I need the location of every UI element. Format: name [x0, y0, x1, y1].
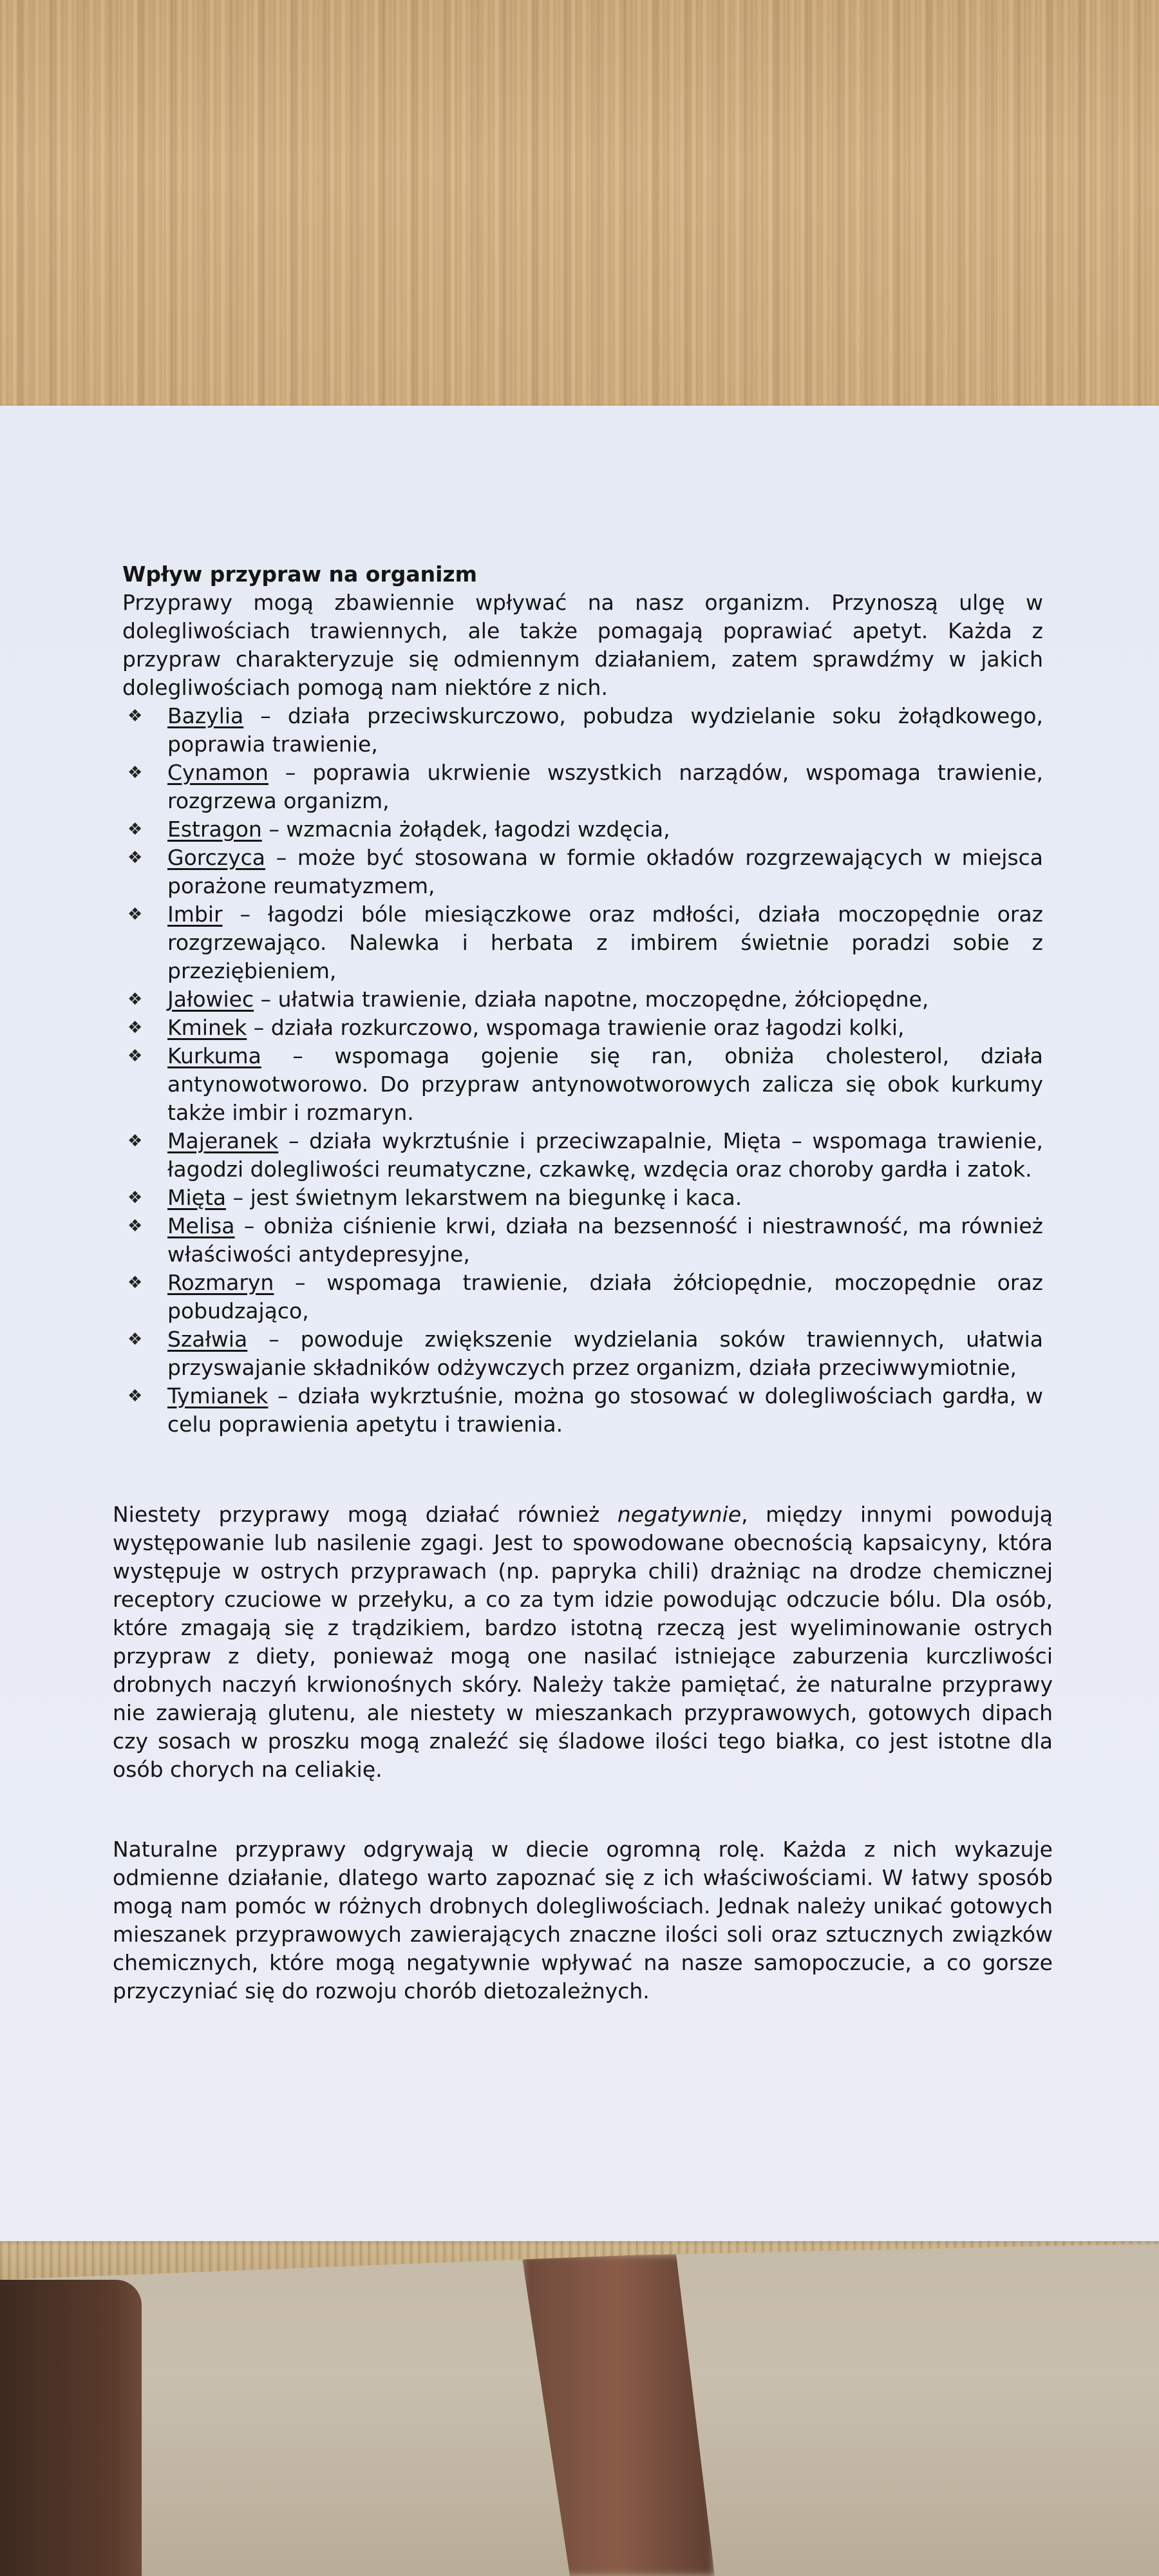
spice-list-item	[127, 985, 1043, 1014]
diamond-bullet-icon: ❖	[127, 1046, 143, 1066]
spice-name: Melisa	[167, 1213, 235, 1238]
diamond-bullet-icon: ❖	[127, 763, 143, 782]
spice-description: – wspomaga trawienie, działa żółciopędnie, moczopędnie oraz pobudzająco,	[167, 1270, 1043, 1323]
spice-description: – wzmacnia żołądek, łagodzi wzdęcia,	[261, 817, 670, 842]
spice-description: – wspomaga gojenie się ran, obniża cholesterol, działa antynowotworowo. Do przypraw antynowotworowych zalicza się obok kurkumy także imbir i rozmaryn.	[167, 1043, 1043, 1125]
conclusion-paragraph: Naturalne przyprawy odgrywają w diecie ogromną rolę. Każda z nich wykazuje odmienne działanie, dlatego warto zapoznać się z ich właściwościami. W łatwy sposób mogą nam pomóc w różnych drobnych dolegliwościach. Jednak należy unikać gotowych mieszanek przyprawowych zawierających znaczne ilości soli oraz sztucznych związków chemicznych, które mogą negatywnie wpływać na nasze samopoczucie, a co gorsze przyczyniać się do rozwoju chorób dietozależnych.	[113, 1837, 1053, 2003]
spice-name: Estragon	[167, 817, 262, 842]
negative-text-before: Niestety przyprawy mogą działać również	[113, 1502, 617, 1527]
spice-list-item	[127, 844, 1043, 900]
negative-text-after: , między innymi powodują występowanie lub nasilenie zgagi. Jest to spowodowane obecnością kapsaicyny, która występuje w ostrych przyprawach (np. papryka chili) drażniąc na drodze chemicznej receptory czuciowe w przełyku, a co za tym idzie powodując odczucie bólu. Dla osób, które zmagają się z trądzikiem, bardzo istotną rzeczą jest wyeliminowanie ostrych przypraw z diety, ponieważ mogą one nasilać istniejące zaburzenia kurczliwości drobnych naczyń krwionośnych skóry. Należy także pamiętać, że naturalne przyprawy nie zawierają glutenu, ale niestety w mieszankach przyprawowych, gotowych dipach czy sosach w proszku mogą znaleźć się śladowe ilości tego białka, co jest istotne dla osób chorych na celiakię.	[113, 1502, 1053, 1782]
spice-name: Szałwia	[167, 1327, 248, 1352]
diamond-bullet-icon: ❖	[127, 990, 143, 1009]
spice-description: – działa rozkurczowo, wspomaga trawienie oraz łagodzi kolki,	[247, 1015, 905, 1040]
spice-name: Kminek	[167, 1015, 247, 1040]
spice-description: – poprawia ukrwienie wszystkich narządów, wspomaga trawienie, rozgrzewa organizm,	[167, 760, 1043, 813]
spice-name: Rozmaryn	[167, 1270, 274, 1295]
spice-description: – działa wykrztuśnie i przeciwzapalnie, Mięta – wspomaga trawienie, łagodzi dolegliwości reumatyczne, czkawkę, wzdęcia oraz choroby gardła i zatok.	[167, 1128, 1043, 1182]
diamond-bullet-icon: ❖	[127, 706, 143, 726]
spice-list-item	[127, 1212, 1043, 1269]
negative-effects-paragraph	[113, 1501, 1053, 1784]
spice-name: Majeranek	[167, 1128, 279, 1153]
spice-description: – powoduje zwiększenie wydzielania soków trawiennych, ułatwia przyswajanie składników odżywczych przez organizm, działa przeciwwymiotnie,	[167, 1327, 1043, 1380]
spice-name: Imbir	[167, 902, 223, 927]
diamond-bullet-icon: ❖	[127, 1132, 143, 1151]
diamond-bullet-icon: ❖	[127, 1217, 143, 1236]
spice-list-item	[127, 815, 1043, 844]
spice-name: Cynamon	[167, 760, 269, 785]
diamond-bullet-icon: ❖	[127, 1387, 143, 1406]
spice-description: – ułatwia trawienie, działa napotne, moczopędne, żółciopędne,	[254, 987, 929, 1012]
spice-name: Tymianek	[167, 1383, 269, 1408]
spice-description: – działa przeciwskurczowo, pobudza wydzielanie soku żołądkowego, poprawia trawienie,	[167, 703, 1043, 757]
leg-silhouette-left	[0, 2280, 142, 2576]
spice-description: – obniża ciśnienie krwi, działa na bezsenność i niestrawność, ma również właściwości antydepresyjne,	[167, 1213, 1043, 1267]
spice-name: Mięta	[167, 1185, 227, 1210]
diamond-bullet-icon: ❖	[127, 1330, 143, 1349]
spice-name: Jałowiec	[167, 987, 254, 1012]
spice-list-item	[127, 1127, 1043, 1184]
intro-paragraph: Przyprawy mogą zbawiennie wpływać na nasz organizm. Przynoszą ulgę w dolegliwościach trawiennych, ale także pomagają poprawiać apetyt. Każda z przypraw charakteryzuje się odmiennym działaniem, zatem sprawdźmy w jakich dolegliwościach pomogą nam niektóre z nich.	[122, 590, 1043, 700]
spice-name: Bazylia	[167, 703, 244, 728]
diamond-bullet-icon: ❖	[127, 1188, 143, 1208]
spice-description: – działa wykrztuśnie, można go stosować w dolegliwościach gardła, w celu poprawienia apetytu i trawienia.	[167, 1383, 1043, 1437]
negative-emphasis: negatywnie	[617, 1502, 742, 1527]
spice-name: Gorczyca	[167, 845, 265, 870]
diamond-bullet-icon: ❖	[127, 905, 143, 924]
spice-list-item	[127, 702, 1043, 759]
spice-list-item	[127, 1269, 1043, 1325]
diamond-bullet-icon: ❖	[127, 820, 143, 839]
diamond-bullet-icon: ❖	[127, 1018, 143, 1037]
spice-list	[122, 702, 1043, 1439]
spice-list-item	[127, 759, 1043, 815]
diamond-bullet-icon: ❖	[127, 848, 143, 867]
document-body	[122, 560, 1043, 1439]
spice-name: Kurkuma	[167, 1043, 261, 1068]
spice-description: – może być stosowana w formie okładów rozgrzewających w miejsca porażone reumatyzmem,	[167, 845, 1043, 898]
spice-list-item	[127, 1014, 1043, 1042]
diamond-bullet-icon: ❖	[127, 1273, 143, 1293]
spice-list-item	[127, 1325, 1043, 1382]
spice-list-item	[127, 900, 1043, 985]
spice-description: – łagodzi bóle miesiączkowe oraz mdłości, działa moczopędnie oraz rozgrzewająco. Nalewka i herbata z imbirem świetnie poradzi sobie z przeziębieniem,	[167, 902, 1043, 983]
spice-description: – jest świetnym lekarstwem na biegunkę i kaca.	[226, 1185, 742, 1210]
spice-list-item	[127, 1382, 1043, 1439]
document-title: Wpływ przypraw na organizm	[122, 562, 477, 587]
spice-list-item	[127, 1042, 1043, 1127]
spice-list-item	[127, 1184, 1043, 1212]
wooden-table-background	[0, 0, 1159, 412]
